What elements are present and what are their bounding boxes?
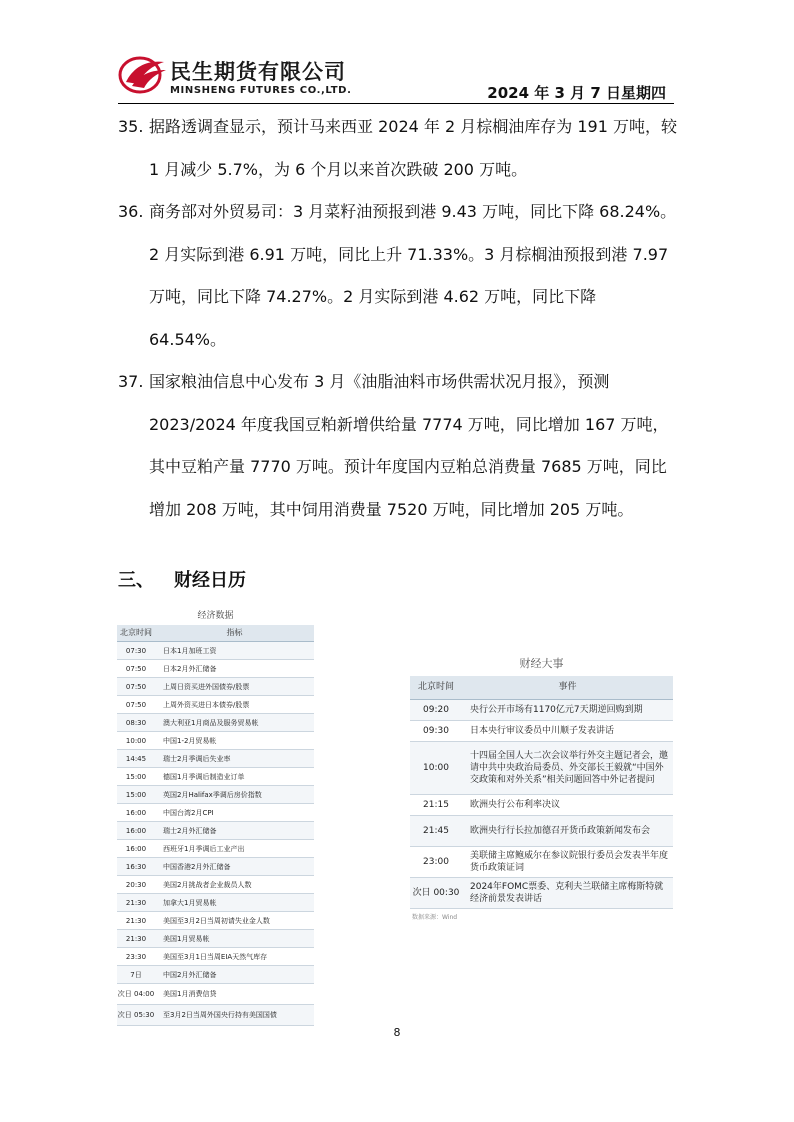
row-indicator: 日本1月加班工资 xyxy=(163,646,217,655)
table-row xyxy=(410,721,673,742)
table-row xyxy=(410,847,673,878)
table-title: 财经大事 xyxy=(519,657,564,670)
table-title: 经济数据 xyxy=(197,611,234,621)
section-heading xyxy=(118,566,246,592)
page-number: 8 xyxy=(393,1026,401,1039)
table-row xyxy=(117,732,314,750)
table-row xyxy=(117,912,314,930)
item-number: 37. xyxy=(118,372,144,391)
row-indicator: 中国台湾2月CPI xyxy=(163,808,214,817)
row-time: 21:15 xyxy=(423,800,449,810)
row-time: 14:45 xyxy=(125,754,147,763)
row-indicator: 美国1月贸易帐 xyxy=(163,934,210,943)
page-header xyxy=(118,52,674,104)
table-body xyxy=(410,700,673,909)
table-row xyxy=(410,816,673,847)
item-number: 35. xyxy=(118,117,144,136)
company-name-cn: 民生期货有限公司 xyxy=(170,60,346,84)
row-time: 15:00 xyxy=(125,790,147,799)
row-time: 07:30 xyxy=(125,646,147,655)
row-indicator: 上周日资买进外国债券/股票 xyxy=(163,682,250,691)
row-indicator: 英国2月Halifax季调后房价指数 xyxy=(163,790,262,799)
row-indicator: 美国1月消费信贷 xyxy=(163,990,217,998)
table-body xyxy=(117,642,314,1026)
row-indicator: 中国2月外汇储备 xyxy=(163,970,217,979)
table-row xyxy=(117,858,314,876)
table-row xyxy=(117,714,314,732)
row-time: 次日 00:30 xyxy=(412,888,460,898)
row-time: 23:30 xyxy=(125,952,147,961)
table-row xyxy=(117,894,314,912)
row-indicator: 瑞士2月外汇储备 xyxy=(163,826,217,835)
row-indicator: 至3月2日当周外国央行持有美国国债 xyxy=(163,1011,277,1019)
table-row xyxy=(117,822,314,840)
report-date: 2024 年 3 月 7 日星期四 xyxy=(487,84,666,102)
row-time: 10:00 xyxy=(423,763,449,773)
row-time: 16:30 xyxy=(125,862,147,871)
table-row xyxy=(410,742,673,795)
table-row xyxy=(117,696,314,714)
table-row xyxy=(117,966,314,984)
news-item xyxy=(118,106,678,191)
row-event: 欧洲央行公布利率决议 xyxy=(470,800,561,810)
economic-data-table xyxy=(117,607,314,1026)
row-event: 美联储主席鲍威尔在参议院银行委员会发表半年度货币政策证词 xyxy=(470,851,669,873)
row-time: 21:45 xyxy=(423,826,449,836)
row-indicator: 上周外资买进日本债券/股票 xyxy=(163,700,250,709)
row-event: 央行公开市场有1170亿元7天期逆回购到期 xyxy=(470,705,643,715)
row-indicator: 西班牙1月季调后工业产出 xyxy=(163,844,245,853)
table-row xyxy=(117,768,314,786)
row-time: 次日 04:00 xyxy=(117,990,155,998)
row-time: 07:50 xyxy=(125,664,147,673)
row-event: 日本央行审议委员中川顺子发表讲话 xyxy=(470,726,615,736)
row-indicator: 美国至3月2日当周初请失业金人数 xyxy=(163,916,270,925)
row-indicator: 美国2月挑战者企业裁员人数 xyxy=(163,880,252,889)
item-text: 商务部对外贸易司：3 月菜籽油预报到港 9.43 万吨，同比下降 68.24%。2 月实际到港 6.91 万吨，同比上升 71.33%。3 月棕榈油预报到港 7.97 万吨，同比下降 74.27%。2 月实际到港 4.62 万吨，同比下降 64.54%。 xyxy=(149,202,677,349)
table-row xyxy=(117,840,314,858)
row-time: 21:30 xyxy=(125,916,147,925)
table-row xyxy=(410,878,673,909)
table-row xyxy=(117,984,314,1005)
minsheng-logo-icon xyxy=(118,52,178,98)
table-row xyxy=(117,804,314,822)
col-event-header: 事件 xyxy=(558,682,577,692)
row-time: 20:30 xyxy=(125,880,147,889)
row-time: 16:00 xyxy=(125,826,147,835)
news-list xyxy=(118,106,678,531)
table-header xyxy=(117,625,314,642)
table-row xyxy=(117,930,314,948)
row-time: 07:50 xyxy=(125,682,147,691)
row-time: 09:20 xyxy=(423,705,449,715)
col-time-header: 北京时间 xyxy=(120,628,152,637)
table-row xyxy=(117,750,314,768)
table-row xyxy=(410,700,673,721)
financial-events-table xyxy=(410,652,673,921)
row-time: 07:50 xyxy=(125,700,147,709)
row-time: 16:00 xyxy=(125,808,147,817)
row-indicator: 中国香港2月外汇储备 xyxy=(163,862,231,871)
row-time: 21:30 xyxy=(125,898,147,907)
row-time: 09:30 xyxy=(423,726,449,736)
row-time: 08:30 xyxy=(125,718,147,727)
table-header xyxy=(410,676,673,700)
header-divider xyxy=(118,103,674,104)
data-source: 数据来源：Wind xyxy=(412,914,458,921)
section-title: 财经日历 xyxy=(174,570,246,591)
table-row xyxy=(117,948,314,966)
table-row xyxy=(117,678,314,696)
row-time: 次日 05:30 xyxy=(117,1011,155,1019)
row-event: 十四届全国人大二次会议举行外交主题记者会，邀请中共中央政治局委员、外交部长王毅就“中国外交政策和对外关系”相关问题回答中外记者提问 xyxy=(470,751,669,785)
item-text: 国家粮油信息中心发布 3 月《油脂油料市场供需状况月报》，预测 2023/2024 年度我国豆粕新增供给量 7774 万吨，同比增加 167 万吨，其中豆粕产量 7770 万吨。预计年度国内豆粕总消费量 7685 万吨，同比增加 208 万吨，其中饲用消费量 7520 万吨，同比增加 205 万吨。 xyxy=(149,372,669,519)
table-row xyxy=(117,876,314,894)
row-indicator: 瑞士2月季调后失业率 xyxy=(163,754,231,763)
news-item xyxy=(118,191,678,361)
row-time: 10:00 xyxy=(125,736,147,745)
row-indicator: 德国1月季调后制造业订单 xyxy=(163,772,245,781)
section-number: 三、 xyxy=(118,570,154,591)
table-row xyxy=(410,795,673,816)
row-indicator: 日本2月外汇储备 xyxy=(163,664,217,673)
row-time: 7日 xyxy=(130,970,142,979)
table-row xyxy=(117,660,314,678)
col-indicator-header: 指标 xyxy=(226,628,243,637)
table-row xyxy=(117,1005,314,1026)
news-item xyxy=(118,361,678,531)
row-indicator: 澳大利亚1月商品及服务贸易帐 xyxy=(163,718,259,727)
row-event: 欧洲央行行长拉加德召开货币政策新闻发布会 xyxy=(470,826,651,836)
row-time: 16:00 xyxy=(125,844,147,853)
table-row xyxy=(117,642,314,660)
row-time: 15:00 xyxy=(125,772,147,781)
table-row xyxy=(117,786,314,804)
company-name-en: MINSHENG FUTURES CO.,LTD. xyxy=(170,85,352,96)
row-indicator: 美国至3月1日当周EIA天然气库存 xyxy=(163,952,268,961)
row-indicator: 中国1-2月贸易帐 xyxy=(163,736,217,745)
row-time: 21:30 xyxy=(125,934,147,943)
row-indicator: 加拿大1月贸易帐 xyxy=(163,898,217,907)
item-text: 据路透调查显示，预计马来西亚 2024 年 2 月棕榈油库存为 191 万吨，较 1 月减少 5.7%，为 6 个月以来首次跌破 200 万吨。 xyxy=(149,117,677,179)
item-number: 36. xyxy=(118,202,144,221)
col-time-header: 北京时间 xyxy=(417,682,454,692)
row-time: 23:00 xyxy=(423,857,449,867)
row-event: 2024年FOMC票委、克利夫兰联储主席梅斯特就经济前景发表讲话 xyxy=(470,882,664,904)
